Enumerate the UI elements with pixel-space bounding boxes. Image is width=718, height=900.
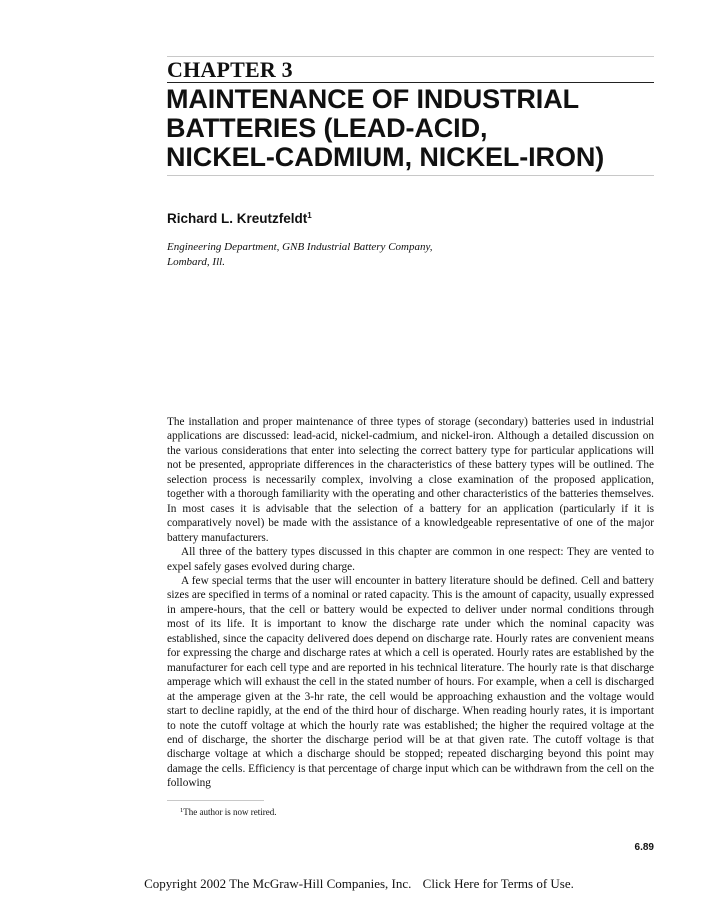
chapter-title-line: BATTERIES (LEAD-ACID, xyxy=(166,113,488,143)
body-paragraph: All three of the battery types discussed in this chapter are common in one respect: They are vented to expel safely gases evolved during charge. xyxy=(167,546,654,573)
body-paragraph: The installation and proper maintenance of three types of storage (secondary) batteries used in industrial applications are discussed: lead-acid, nickel-cadmium, and nickel-iron. Although a detailed discussion on the various considerations that enter into selecting the correct battery type for particular applications will not be presented, appropriate differences in the characteristics of these battery types will be outlined. The selection process is necessarily complex, involving a close examination of the proposed application, together with a thorough familiarity with the operating and other characteristics of the batteries themselves. In most cases it is advisable that the selection of a battery for an application (particularly if it is comparatively novel) be made with the assistance of a knowledgeable representative of one of the major battery manufacturers. xyxy=(167,416,654,544)
author-affiliation xyxy=(167,240,587,270)
author-name: Richard L. Kreutzfeldt xyxy=(167,211,308,226)
affiliation-line: Engineering Department, GNB Industrial Battery Company, xyxy=(167,241,433,253)
terms-of-use-link[interactable]: Click Here for Terms of Use. xyxy=(422,876,574,891)
author-footnote-mark: 1 xyxy=(307,211,312,220)
body-paragraph: A few special terms that the user will encounter in battery literature should be defined. Cell and battery sizes are specified in terms of a nominal or rated capacity. This is the amount of capacity, usually expressed in ampere-hours, that the cell or battery would be expected to deliver under normal conditions through most of its life. It is important to know the discharge rate under which the nominal capacity was established, since the capacity delivered does depend on discharge rate. Hourly rates are convenient means for expressing the charge and discharge rates at which a cell is operated. Hourly rates are established by the manufacturer for each cell type and are reported in his technical literature. The hourly rate is that discharge amperage which will exhaust the cell in the stated number of hours. For example, when a cell is discharged at the amperage given at the 3-hr rate, the cell would be approaching exhaustion and the voltage would start to decline rapidly, at the end of the third hour of discharge. When reading hourly rates, it is important to note the cutoff voltage at which the hourly rate was established; the higher the required voltage at the end of discharge, the shorter the discharge period will be at that given rate. The cutoff voltage is that discharge voltage at which a discharge should be stopped; repeated discharging beyond this point may damage the cells. Efficiency is that percentage of charge input which can be withdrawn from the cell on the following xyxy=(167,574,654,790)
chapter-label: CHAPTER 3 xyxy=(167,57,293,82)
page-number: 6.89 xyxy=(634,842,654,853)
title-bottom-rule xyxy=(167,175,654,176)
chapter-title-line: NICKEL-CADMIUM, NICKEL-IRON) xyxy=(166,142,605,172)
footnote-text: The author is now retired. xyxy=(183,807,277,817)
author-byline xyxy=(167,208,312,227)
chapter-title xyxy=(166,85,666,172)
chapter-rule xyxy=(167,82,654,83)
footnote-mark: 1 xyxy=(180,807,184,814)
body-text xyxy=(167,415,654,791)
footnote-rule xyxy=(167,800,264,801)
footnote xyxy=(180,805,276,818)
chapter-title-line: MAINTENANCE OF INDUSTRIAL xyxy=(166,84,579,114)
affiliation-line: Lombard, Ill. xyxy=(167,256,225,268)
copyright-text: Copyright 2002 The McGraw-Hill Companies, Inc. xyxy=(144,876,412,891)
copyright-footer xyxy=(0,876,718,892)
